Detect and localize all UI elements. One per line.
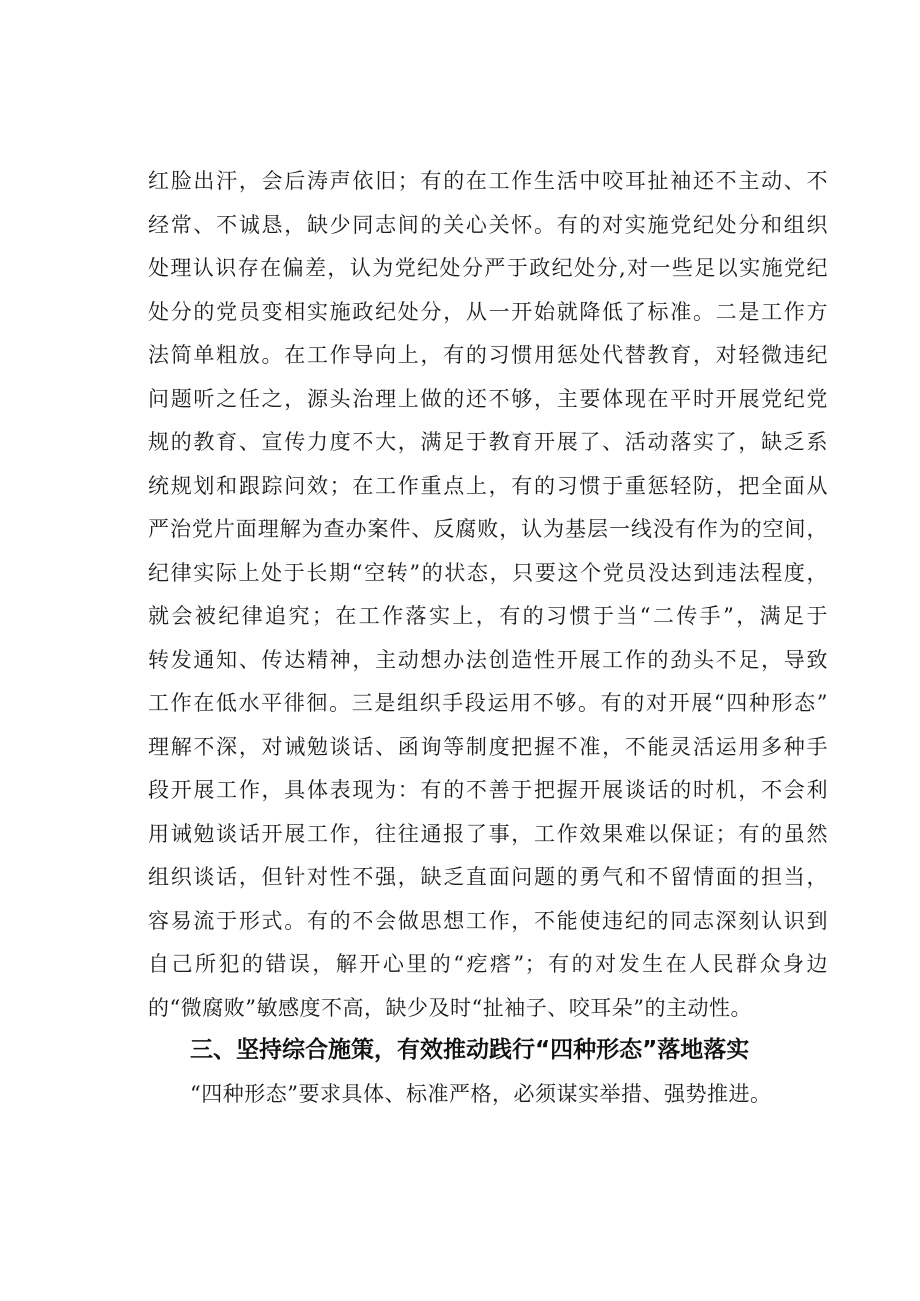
text-line: 理解不深，对诫勉谈话、函询等制度把握不准，不能灵活运用多种手 bbox=[148, 734, 828, 759]
section-heading: 三、坚持综合施策，有效推动践行“四种形态”落地落实 bbox=[190, 1037, 750, 1063]
text-line: 用诫勉谈话开展工作，往往通报了事，工作效果难以保证；有的虽然 bbox=[148, 821, 828, 846]
text-line: 容易流于形式。有的不会做思想工作，不能使违纪的同志深刻认识到 bbox=[148, 908, 828, 933]
text-line: 段开展工作，具体表现为：有的不善于把握开展谈话的时机，不会利 bbox=[148, 778, 828, 802]
text-line: 经常、不诚恳，缺少同志间的关心关怀。有的对实施党纪处分和组织 bbox=[148, 212, 828, 237]
text-line: 就会被纪律追究；在工作落实上，有的习惯于当“二传手”，满足于 bbox=[148, 604, 828, 628]
text-line: 处理认识存在偏差，认为党纪处分严于政纪处分,对一些足以实施党纪 bbox=[148, 256, 828, 280]
text-line: 的“微腐败”敏感度不高，缺少及时“扯袖子、咬耳朵”的主动性。 bbox=[148, 995, 752, 1020]
section-paragraph: “四种形态”要求具体、标准严格，必须谋实举措、强势推进。 bbox=[190, 1082, 772, 1106]
text-line: 组织谈话，但针对性不强，缺乏直面问题的勇气和不留情面的担当， bbox=[148, 865, 828, 889]
text-line: 自己所犯的错误，解开心里的“疙瘩”；有的对发生在人民群众身边 bbox=[148, 952, 828, 976]
text-line: 红脸出汗，会后涛声依旧；有的在工作生活中咬耳扯袖还不主动、不 bbox=[148, 169, 828, 193]
text-line: 严治党片面理解为查办案件、反腐败，认为基层一线没有作为的空间， bbox=[148, 517, 828, 541]
text-line: 转发通知、传达精神，主动想办法创造性开展工作的劲头不足，导致 bbox=[148, 647, 828, 672]
text-line: 规的教育、宣传力度不大，满足于教育开展了、活动落实了，缺乏系 bbox=[148, 430, 828, 454]
text-line: 法简单粗放。在工作导向上，有的习惯用惩处代替教育，对轻微违纪 bbox=[148, 343, 828, 367]
body-text bbox=[148, 160, 828, 1030]
text-line: 问题听之任之，源头治理上做的还不够，主要体现在平时开展党纪党 bbox=[148, 386, 828, 411]
text-line: 处分的党员变相实施政纪处分，从一开始就降低了标准。二是工作方 bbox=[148, 299, 828, 324]
text-line: 统规划和跟踪问效；在工作重点上，有的习惯于重惩轻防，把全面从 bbox=[148, 473, 828, 498]
text-line: 纪律实际上处于长期“空转”的状态，只要这个党员没达到违法程度， bbox=[148, 560, 828, 585]
text-line: 工作在低水平徘徊。三是组织手段运用不够。有的对开展“四种形态” bbox=[148, 691, 828, 715]
